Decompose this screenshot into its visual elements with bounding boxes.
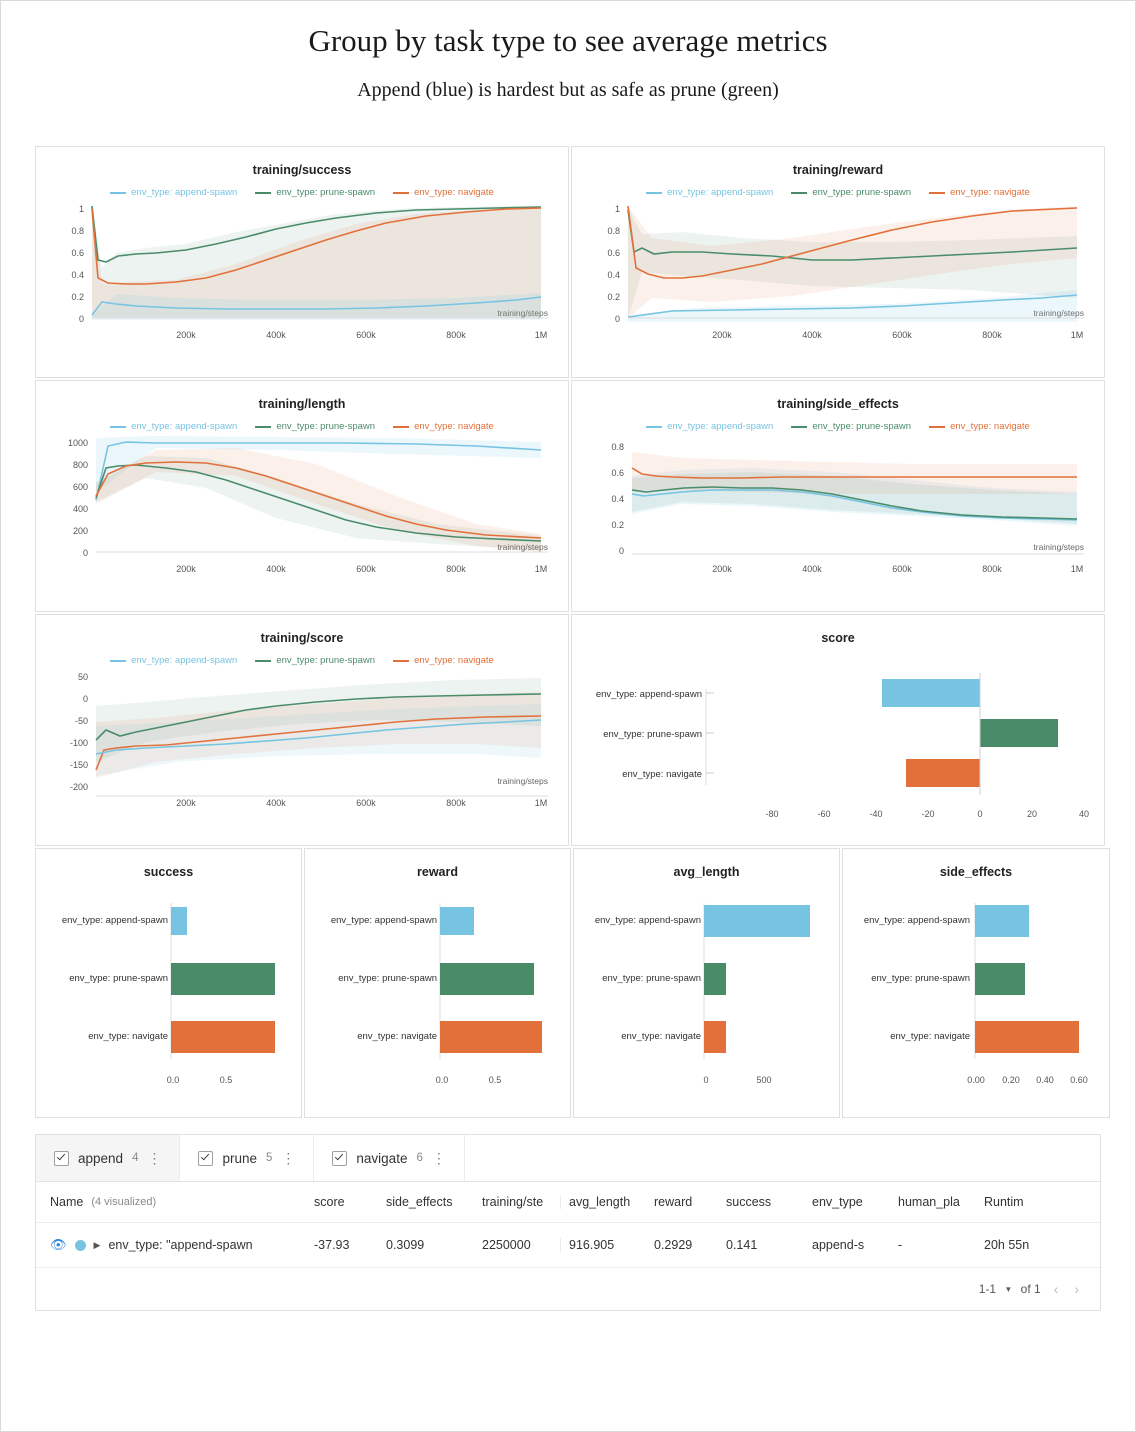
bar-navigate <box>975 1021 1079 1053</box>
plot-area <box>572 432 1104 592</box>
column-header-human-play[interactable]: human_pla <box>898 1195 960 1209</box>
svg-text:env_type: prune-spawn: env_type: prune-spawn <box>871 973 970 984</box>
svg-text:0.4: 0.4 <box>607 270 620 280</box>
bar-append <box>882 679 980 707</box>
legend-label: env_type: navigate <box>414 655 494 666</box>
bar-prune <box>980 719 1058 747</box>
bar-navigate <box>171 1021 275 1053</box>
svg-text:0: 0 <box>703 1075 709 1085</box>
legend-swatch-icon <box>255 660 271 662</box>
svg-text:0.40: 0.40 <box>1036 1075 1054 1085</box>
chart-title: side_effects <box>939 865 1013 879</box>
svg-text:env_type: navigate: env_type: navigate <box>88 1031 168 1042</box>
column-header-success[interactable]: success <box>726 1195 772 1209</box>
column-header-reward[interactable]: reward <box>654 1195 693 1209</box>
chart-title: avg_length <box>673 865 740 879</box>
legend-item-prune[interactable] <box>791 187 911 198</box>
legend-swatch-icon <box>110 426 126 428</box>
legend-swatch-icon <box>255 192 271 194</box>
cell-success: 0.141 <box>726 1238 758 1252</box>
svg-text:1M: 1M <box>534 798 548 808</box>
bar-navigate <box>704 1021 726 1053</box>
svg-text:env_type: navigate: env_type: navigate <box>357 1031 437 1042</box>
svg-text:400k: 400k <box>266 798 286 808</box>
svg-text:0.2: 0.2 <box>607 292 620 302</box>
chart-title: reward <box>417 865 458 879</box>
svg-text:training/steps: training/steps <box>497 776 548 786</box>
cell-training-steps: 2250000 <box>482 1238 531 1252</box>
runs-tab-prune[interactable] <box>180 1135 314 1181</box>
more-options-icon[interactable]: ⋮ <box>281 1150 296 1166</box>
next-page-button[interactable]: › <box>1074 1281 1079 1297</box>
svg-text:env_type: navigate: env_type: navigate <box>621 1031 701 1042</box>
svg-text:600: 600 <box>72 482 88 492</box>
svg-text:training/steps: training/steps <box>1033 308 1084 318</box>
cell-env-type: append-s <box>812 1238 865 1252</box>
column-header-env-type[interactable]: env_type <box>812 1195 863 1209</box>
runs-tab-bar <box>36 1135 1100 1182</box>
legend-label: env_type: prune-spawn <box>812 421 912 432</box>
chart-title: training/success <box>252 163 352 177</box>
column-label: Name <box>50 1195 84 1209</box>
cell-avg-length: 916.905 <box>560 1238 646 1252</box>
pagination-range[interactable]: 1-1 <box>978 1282 997 1296</box>
checkbox-icon[interactable] <box>198 1151 213 1166</box>
chart-legend <box>36 421 568 432</box>
svg-text:200: 200 <box>72 526 88 536</box>
svg-text:1M: 1M <box>1070 564 1084 574</box>
legend-item-navigate[interactable] <box>393 187 494 198</box>
svg-text:1000: 1000 <box>67 438 88 448</box>
svg-text:0.00: 0.00 <box>967 1075 985 1085</box>
svg-text:400k: 400k <box>802 564 822 574</box>
bar-prune <box>704 963 726 995</box>
svg-text:400k: 400k <box>266 330 286 340</box>
svg-text:600k: 600k <box>356 564 376 574</box>
svg-text:0.6: 0.6 <box>71 248 84 258</box>
legend-item-prune[interactable] <box>791 421 911 432</box>
svg-text:-60: -60 <box>817 809 831 819</box>
panel-score-bar <box>571 614 1105 846</box>
column-header-avg-length[interactable]: avg_length <box>560 1195 646 1209</box>
svg-text:-200: -200 <box>69 782 88 792</box>
column-header-runtime[interactable]: Runtim <box>984 1195 1024 1209</box>
legend-swatch-icon <box>255 426 271 428</box>
legend-label: env_type: append-spawn <box>667 421 774 432</box>
legend-label: env_type: append-spawn <box>131 187 238 198</box>
pagination <box>36 1268 1100 1310</box>
svg-text:-50: -50 <box>74 716 88 726</box>
svg-text:-40: -40 <box>869 809 883 819</box>
svg-text:0.60: 0.60 <box>1070 1075 1088 1085</box>
chart-row-3 <box>35 614 1101 846</box>
charts-grid <box>35 146 1101 1118</box>
svg-text:0: 0 <box>977 809 983 819</box>
chart-title: training/score <box>260 631 344 645</box>
bar-append <box>975 905 1029 937</box>
runs-panel <box>35 1134 1101 1311</box>
svg-text:200k: 200k <box>712 564 732 574</box>
visualized-count: (4 visualized) <box>91 1196 157 1208</box>
legend-label: env_type: prune-spawn <box>276 187 376 198</box>
svg-text:0.8: 0.8 <box>607 226 620 236</box>
legend-label: env_type: append-spawn <box>667 187 774 198</box>
svg-text:0.6: 0.6 <box>611 468 624 478</box>
legend-label: env_type: prune-spawn <box>276 421 376 432</box>
chart-legend <box>572 421 1104 432</box>
svg-text:0.2: 0.2 <box>71 292 84 302</box>
chart-row-4 <box>35 848 1101 1118</box>
runs-tab-count: 4 <box>132 1152 139 1164</box>
legend-label: env_type: navigate <box>414 187 494 198</box>
bar-prune <box>171 963 275 995</box>
runs-tab-append[interactable] <box>36 1135 180 1181</box>
svg-text:40: 40 <box>1078 809 1090 819</box>
cell-score: -37.93 <box>314 1238 350 1252</box>
svg-text:1M: 1M <box>534 330 548 340</box>
bar-navigate <box>906 759 980 787</box>
checkbox-icon[interactable] <box>332 1151 347 1166</box>
svg-text:1: 1 <box>78 204 84 214</box>
chevron-right-icon[interactable]: ▶ <box>93 1239 101 1250</box>
chart-title: score <box>821 631 855 645</box>
svg-text:env_type: navigate: env_type: navigate <box>890 1031 970 1042</box>
chart-row-1 <box>35 146 1101 378</box>
svg-text:1: 1 <box>614 204 620 214</box>
svg-text:0: 0 <box>82 694 88 704</box>
svg-text:training/steps: training/steps <box>497 308 548 318</box>
chart-title: success <box>143 865 194 879</box>
runs-tab-label: prune <box>222 1150 257 1166</box>
run-color-dot <box>75 1240 86 1251</box>
run-name: env_type: "append-spawn <box>108 1238 253 1252</box>
bar-category-label: env_type: append-spawn <box>595 689 702 700</box>
plot-area <box>36 666 568 826</box>
svg-text:0.5: 0.5 <box>219 1075 233 1085</box>
legend-label: env_type: prune-spawn <box>812 187 912 198</box>
svg-text:800k: 800k <box>982 330 1002 340</box>
svg-text:env_type: append-spawn: env_type: append-spawn <box>330 915 437 926</box>
legend-item-append[interactable] <box>110 187 237 198</box>
legend-swatch-icon <box>393 426 409 428</box>
svg-text:400k: 400k <box>802 330 822 340</box>
svg-text:600k: 600k <box>892 564 912 574</box>
panel-training-length <box>35 380 569 612</box>
page-title: Group by task type to see average metrics <box>308 23 828 58</box>
svg-text:0: 0 <box>614 314 620 324</box>
legend-item-prune[interactable] <box>255 421 375 432</box>
legend-label: env_type: navigate <box>950 187 1030 198</box>
panel-training-reward <box>571 146 1105 378</box>
svg-text:env_type: prune-spawn: env_type: prune-spawn <box>338 973 437 984</box>
cell-human-play: - <box>898 1238 903 1252</box>
legend-swatch-icon <box>929 426 945 428</box>
chart-legend <box>572 187 1104 198</box>
plot-area <box>36 198 568 358</box>
bar-prune <box>440 963 534 995</box>
legend-item-navigate[interactable] <box>929 187 1030 198</box>
panel-training-side-effects <box>571 380 1105 612</box>
svg-text:0.5: 0.5 <box>488 1075 502 1085</box>
page-subtitle: Append (blue) is hardest but as safe as prune (green) <box>357 79 779 101</box>
svg-text:0.4: 0.4 <box>71 270 84 280</box>
svg-text:0: 0 <box>82 548 88 558</box>
more-options-icon[interactable]: ⋮ <box>147 1150 162 1166</box>
chart-title: training/side_effects <box>777 397 899 411</box>
legend-item-navigate[interactable] <box>393 421 494 432</box>
legend-label: env_type: navigate <box>950 421 1030 432</box>
legend-item-append[interactable] <box>646 421 773 432</box>
svg-text:-80: -80 <box>765 809 779 819</box>
svg-text:600k: 600k <box>356 798 376 808</box>
bar-append <box>704 905 810 937</box>
legend-item-append[interactable] <box>110 421 237 432</box>
legend-swatch-icon <box>791 426 807 428</box>
svg-text:0.0: 0.0 <box>166 1075 180 1085</box>
panel-training-score <box>35 614 569 846</box>
cell-reward: 0.2929 <box>654 1238 693 1252</box>
panel-side-effects-bar <box>842 848 1110 1118</box>
bar-navigate <box>440 1021 542 1053</box>
svg-text:env_type: append-spawn: env_type: append-spawn <box>594 915 701 926</box>
svg-text:200k: 200k <box>176 564 196 574</box>
legend-item-append[interactable] <box>646 187 773 198</box>
svg-text:training/steps: training/steps <box>497 542 548 552</box>
runs-tab-count: 5 <box>266 1152 273 1164</box>
svg-text:env_type: append-spawn: env_type: append-spawn <box>61 915 168 926</box>
svg-text:0: 0 <box>618 546 624 556</box>
svg-text:0.2: 0.2 <box>611 520 624 530</box>
panel-training-success <box>35 146 569 378</box>
svg-text:0.4: 0.4 <box>611 494 624 504</box>
svg-text:-150: -150 <box>69 760 88 770</box>
chart-legend <box>36 655 568 666</box>
svg-text:-100: -100 <box>69 738 88 748</box>
legend-item-append[interactable] <box>110 655 237 666</box>
runs-tab-navigate[interactable] <box>314 1135 464 1181</box>
row-name-cell <box>36 1237 306 1253</box>
svg-text:training/steps: training/steps <box>1033 542 1084 552</box>
svg-text:1M: 1M <box>534 564 548 574</box>
bar-append <box>440 907 474 935</box>
svg-text:600k: 600k <box>356 330 376 340</box>
legend-item-prune[interactable] <box>255 655 375 666</box>
chart-title: training/reward <box>792 163 884 177</box>
svg-text:800k: 800k <box>446 330 466 340</box>
legend-item-prune[interactable] <box>255 187 375 198</box>
runs-table-header <box>36 1182 1100 1223</box>
svg-text:0: 0 <box>78 314 84 324</box>
svg-text:0.8: 0.8 <box>71 226 84 236</box>
svg-text:50: 50 <box>77 672 88 682</box>
more-options-icon[interactable]: ⋮ <box>431 1150 446 1166</box>
svg-text:500: 500 <box>756 1075 772 1085</box>
legend-swatch-icon <box>646 192 662 194</box>
plot-area <box>36 432 568 592</box>
svg-text:env_type: append-spawn: env_type: append-spawn <box>863 915 970 926</box>
legend-swatch-icon <box>110 660 126 662</box>
bar-append <box>171 907 187 935</box>
bar-prune <box>975 963 1025 995</box>
panel-avg-length-bar <box>573 848 840 1118</box>
legend-label: env_type: navigate <box>414 421 494 432</box>
plot-area <box>572 645 1104 845</box>
legend-swatch-icon <box>393 192 409 194</box>
svg-text:200k: 200k <box>176 330 196 340</box>
eye-icon[interactable]: 👁 <box>50 1237 67 1252</box>
legend-swatch-icon <box>646 426 662 428</box>
legend-label: env_type: prune-spawn <box>276 655 376 666</box>
svg-text:env_type: prune-spawn: env_type: prune-spawn <box>602 973 701 984</box>
svg-text:0.0: 0.0 <box>435 1075 449 1085</box>
legend-item-navigate[interactable] <box>929 421 1030 432</box>
svg-text:0.8: 0.8 <box>611 442 624 452</box>
bar-category-label: env_type: prune-spawn <box>603 729 702 740</box>
chart-title: training/length <box>258 397 346 411</box>
chevron-down-icon[interactable]: ▾ <box>1006 1283 1011 1294</box>
svg-text:800k: 800k <box>982 564 1002 574</box>
chart-legend <box>36 187 568 198</box>
svg-text:-20: -20 <box>921 809 935 819</box>
checkbox-icon[interactable] <box>54 1151 69 1166</box>
legend-swatch-icon <box>393 660 409 662</box>
svg-text:env_type: prune-spawn: env_type: prune-spawn <box>69 973 168 984</box>
svg-text:200k: 200k <box>176 798 196 808</box>
svg-text:600k: 600k <box>892 330 912 340</box>
panel-reward-bar <box>304 848 571 1118</box>
cell-side-effects: 0.3099 <box>386 1238 425 1252</box>
svg-text:400: 400 <box>72 504 88 514</box>
panel-success-bar <box>35 848 302 1118</box>
cell-runtime: 20h 55n <box>984 1238 1030 1252</box>
legend-swatch-icon <box>110 192 126 194</box>
svg-text:1M: 1M <box>1070 330 1084 340</box>
pagination-total: of 1 <box>1020 1282 1041 1296</box>
chart-row-2 <box>35 380 1101 612</box>
svg-text:20: 20 <box>1026 809 1038 819</box>
svg-text:800: 800 <box>72 460 88 470</box>
svg-text:0.20: 0.20 <box>1002 1075 1020 1085</box>
bar-category-label: env_type: navigate <box>622 769 702 780</box>
table-row[interactable] <box>36 1223 1100 1268</box>
column-header-training-steps[interactable]: training/ste <box>482 1195 544 1209</box>
svg-text:400k: 400k <box>266 564 286 574</box>
column-header-score[interactable]: score <box>314 1195 345 1209</box>
legend-label: env_type: append-spawn <box>131 655 238 666</box>
svg-text:0.6: 0.6 <box>607 248 620 258</box>
svg-text:800k: 800k <box>446 798 466 808</box>
runs-tab-count: 6 <box>416 1152 423 1164</box>
prev-page-button[interactable]: ‹ <box>1053 1281 1059 1297</box>
legend-swatch-icon <box>791 192 807 194</box>
svg-text:800k: 800k <box>446 564 466 574</box>
column-header-name[interactable] <box>36 1195 306 1209</box>
legend-swatch-icon <box>929 192 945 194</box>
runs-tab-label: navigate <box>356 1150 408 1166</box>
plot-area <box>572 198 1104 358</box>
runs-tab-label: append <box>78 1150 124 1166</box>
legend-item-navigate[interactable] <box>393 655 494 666</box>
column-header-side-effects[interactable]: side_effects <box>386 1195 453 1209</box>
svg-text:200k: 200k <box>712 330 732 340</box>
legend-label: env_type: append-spawn <box>131 421 238 432</box>
